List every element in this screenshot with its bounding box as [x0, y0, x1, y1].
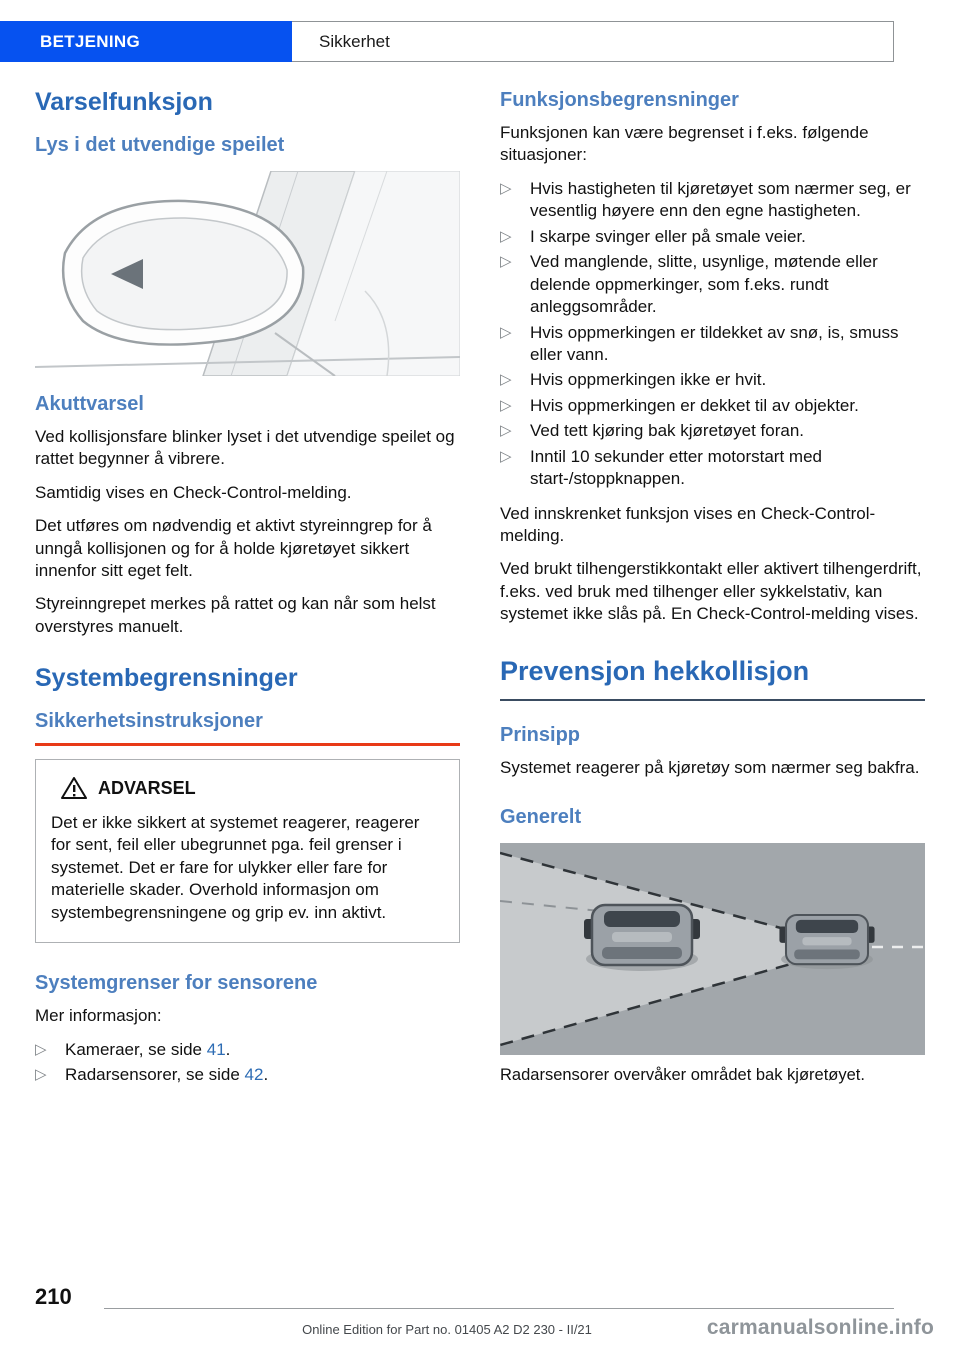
- list-item: [500, 395, 925, 417]
- info-link-line: [65, 1039, 460, 1061]
- heading-varselfunksjon: Varselfunksjon: [35, 88, 213, 116]
- footer-divider: [104, 1308, 894, 1309]
- link-prefix: Kameraer, se side: [65, 1039, 207, 1059]
- warning-header: [51, 776, 444, 800]
- list-item: [35, 1064, 460, 1086]
- triangle-bullet-icon: ▷: [500, 227, 512, 245]
- section-title: Sikkerhet: [319, 31, 390, 51]
- triangle-bullet-icon: ▷: [500, 447, 512, 465]
- bullet-text: Ved tett kjøring bak kjøretøyet foran.: [530, 421, 805, 441]
- list-item: [500, 251, 925, 318]
- edition-note: Online Edition for Part no. 01405 A2 D2 230 - II/21: [302, 1322, 592, 1337]
- list-item: [500, 322, 925, 367]
- triangle-bullet-icon: ▷: [35, 1040, 47, 1058]
- left-column: [35, 88, 460, 1090]
- paragraph: Systemet reagerer på kjøretøy som nærmer seg bakfra.: [500, 757, 920, 777]
- list-item: [500, 178, 925, 223]
- bullet-text: Inntil 10 sekunder etter motorstart med start-/stoppknappen.: [530, 446, 822, 489]
- warning-label: ADVARSEL: [98, 777, 196, 798]
- page-content: [35, 88, 925, 1090]
- triangle-bullet-icon: ▷: [500, 253, 512, 271]
- triangle-bullet-icon: ▷: [500, 371, 512, 389]
- warning-triangle-icon: [61, 776, 87, 800]
- bullet-text: Hvis oppmerkingen ikke er hvit.: [530, 370, 767, 390]
- image-caption: Radarsensorer overvåker området bak kjøretøyet.: [500, 1066, 865, 1085]
- heading-lys-speilet: Lys i det utvendige speilet: [35, 133, 285, 156]
- triangle-bullet-icon: ▷: [35, 1066, 47, 1084]
- site-watermark: carmanualsonline.info: [706, 1316, 934, 1339]
- right-column: [500, 88, 925, 1090]
- warning-text: Det er ikke sikkert at systemet reagerer, reagerer for sent, feil eller ubegrunnet pga. feil grenser i systemet. Det er fare for ulykker eller fare for materielle skader. Overhold informasjon om systembegrensningene og grip ev. inn aktivt.: [51, 813, 420, 922]
- bullet-text: Ved manglende, slitte, usynlige, møtende eller delende oppmerkinger, som f.eks. rundt anleggsområder.: [530, 252, 878, 317]
- info-link-line: [65, 1064, 460, 1086]
- triangle-bullet-icon: ▷: [500, 396, 512, 414]
- paragraph: Ved brukt tilhengerstikkontakt eller aktivert tilhengerdrift, f.eks. ved bruk med tilhenger eller sykkelstativ, kan systemet ikke slås på. En Check-Control-melding vises.: [500, 559, 922, 624]
- paragraph: Ved kollisjonsfare blinker lyset i det utvendige speilet og rattet begynner å vibrere.: [35, 426, 455, 469]
- list-item: [500, 226, 925, 248]
- list-item: [500, 446, 925, 491]
- paragraph: Det utføres om nødvendig et aktivt styreinngrep for å unngå kollisjonen og for å holde kjøretøyet sikkert innenfor sitt eget felt.: [35, 516, 432, 580]
- link-suffix: .: [225, 1039, 231, 1059]
- triangle-bullet-icon: ▷: [500, 323, 512, 341]
- triangle-bullet-icon: ▷: [500, 179, 512, 197]
- heading-prevensjon-hekkollisjon: Prevensjon hekkollisjon: [500, 656, 925, 701]
- link-prefix: Radarsensorer, se side: [65, 1065, 245, 1085]
- link-suffix: .: [263, 1065, 269, 1085]
- page-number: 210: [35, 1284, 72, 1309]
- more-info-label: Mer informasjon:: [35, 1006, 162, 1026]
- chapter-tab: BETJENING: [0, 21, 292, 62]
- approaching-car: [584, 905, 700, 971]
- radar-illustration-image: [500, 843, 925, 1055]
- page-header: [0, 21, 894, 62]
- bullet-text: Hvis oppmerkingen er dekket til av objekter.: [530, 395, 859, 415]
- page-link-41[interactable]: 41: [206, 1039, 226, 1059]
- paragraph: Ved innskrenket funksjon vises en Check-Control-melding.: [500, 503, 876, 545]
- list-item: [35, 1039, 460, 1061]
- list-item: [500, 420, 925, 442]
- heading-sikkerhetsinstruksjoner: Sikkerhetsinstruksjoner: [35, 709, 460, 746]
- triangle-bullet-icon: ▷: [500, 422, 512, 440]
- heading-akuttvarsel: Akuttvarsel: [35, 392, 144, 415]
- bullet-text: Hvis hastigheten til kjøretøyet som nærmer seg, er vesentlig høyere enn den egne hastigheten.: [530, 178, 911, 221]
- heading-generelt: Generelt: [500, 806, 582, 829]
- heading-prinsipp: Prinsipp: [500, 723, 581, 746]
- paragraph: Styreinngrepet merkes på rattet og kan når som helst overstyres manuelt.: [35, 594, 436, 636]
- paragraph: Samtidig vises en Check-Control-melding.: [35, 482, 352, 502]
- limits-intro: Funksjonen kan være begrenset i f.eks. følgende situasjoner:: [500, 123, 869, 165]
- bullet-text: Hvis oppmerkingen er tildekket av snø, is, smuss eller vann.: [530, 322, 899, 364]
- mirror-illustration-image: [35, 171, 460, 376]
- heading-systembegrensninger: Systembegrensninger: [35, 664, 298, 693]
- page-link-42[interactable]: 42: [244, 1065, 264, 1085]
- bullet-text: I skarpe svinger eller på smale veier.: [530, 226, 806, 246]
- own-car: [779, 915, 874, 969]
- heading-systemgrenser-sensorene: Systemgrenser for sensorene: [35, 972, 318, 995]
- list-item: [500, 369, 925, 391]
- heading-funksjonsbegrensninger: Funksjonsbegrensninger: [500, 89, 739, 111]
- warning-box: [35, 759, 460, 943]
